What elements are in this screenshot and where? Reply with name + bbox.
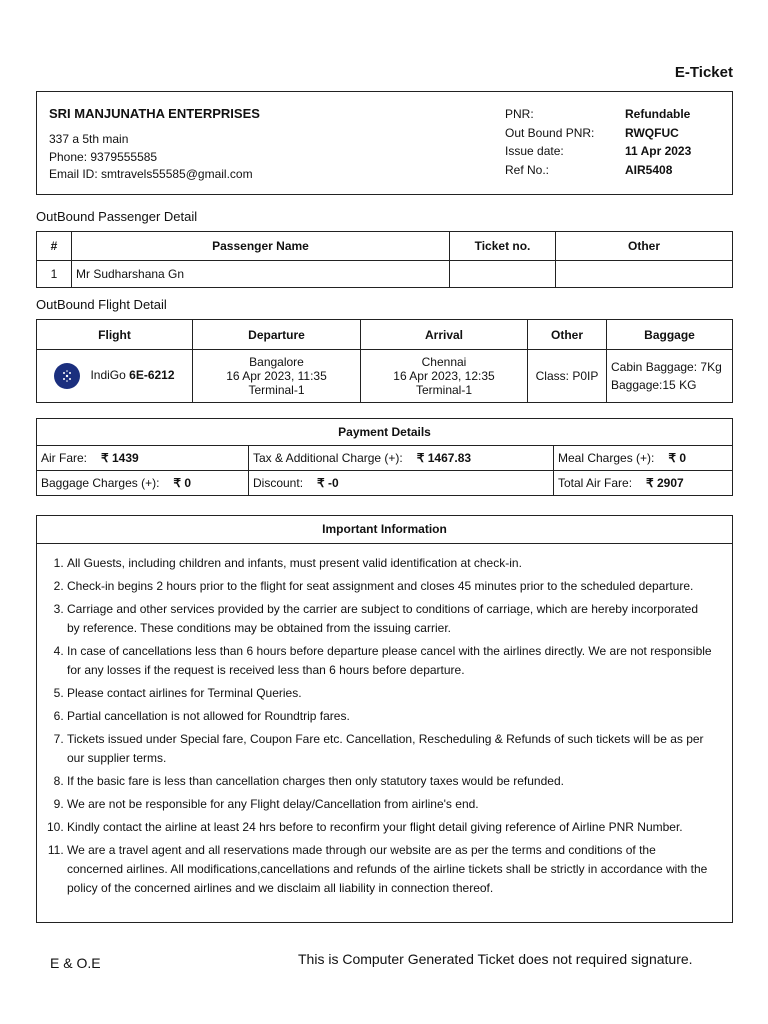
departure-datetime: 16 Apr 2023, 11:35 bbox=[226, 369, 327, 383]
list-item: 1. All Guests, including children and infants, must present valid identification at check-in. bbox=[67, 554, 712, 573]
page-title: E-Ticket bbox=[674, 64, 733, 81]
table-row bbox=[37, 261, 733, 288]
total-fare-label: Total Air Fare: bbox=[558, 476, 633, 490]
meal-cell bbox=[554, 446, 733, 471]
passenger-other bbox=[556, 261, 733, 288]
discount-value: ₹ -0 bbox=[317, 476, 339, 490]
ref-label: Ref No.: bbox=[505, 162, 550, 177]
payment-table bbox=[36, 418, 733, 496]
tax-cell bbox=[249, 446, 554, 471]
important-info-title: Important Information bbox=[37, 516, 732, 544]
col-arrival: Arrival bbox=[361, 320, 528, 350]
important-info-box bbox=[36, 515, 733, 923]
discount-cell bbox=[249, 471, 554, 496]
agency-header-box bbox=[36, 91, 733, 195]
baggage-cell bbox=[607, 350, 733, 403]
total-fare-cell bbox=[554, 471, 733, 496]
list-item: 2. Check-in begins 2 hours prior to the flight for seat assignment and closes 45 minutes prior to the scheduled departure. bbox=[67, 577, 712, 596]
col-ticket-no: Ticket no. bbox=[450, 232, 556, 261]
eoe-note: E & O.E bbox=[50, 955, 101, 971]
passenger-table-header bbox=[37, 232, 733, 261]
col-index: # bbox=[37, 232, 72, 261]
air-fare-value: ₹ 1439 bbox=[101, 451, 139, 465]
tax-value: ₹ 1467.83 bbox=[416, 451, 472, 465]
list-item: 10. Kindly contact the airline at least 24 hrs before to reconfirm your flight detail giving reference of Airline PNR Number. bbox=[67, 818, 712, 837]
outbound-pnr-value: RWQFUC bbox=[625, 125, 679, 140]
passenger-index: 1 bbox=[37, 261, 72, 288]
flight-cell bbox=[37, 350, 193, 403]
baggage-charges-label: Baggage Charges (+): bbox=[41, 476, 160, 490]
passenger-section-title: OutBound Passenger Detail bbox=[36, 209, 198, 224]
pnr-label: PNR: bbox=[505, 107, 534, 121]
meal-value: ₹ 0 bbox=[668, 451, 687, 465]
issue-date-value: 11 Apr 2023 bbox=[625, 144, 692, 158]
flight-table bbox=[36, 319, 733, 403]
list-item: 5. Please contact airlines for Terminal Queries. bbox=[67, 684, 712, 703]
departure-terminal: Terminal-1 bbox=[248, 383, 305, 397]
air-fare-label: Air Fare: bbox=[41, 451, 88, 465]
computer-generated-note: This is Computer Generated Ticket does not required signature. bbox=[298, 951, 693, 967]
baggage-charges-cell bbox=[37, 471, 249, 496]
company-email: Email ID: smtravels55585@gmail.com bbox=[49, 167, 253, 181]
col-other: Other bbox=[528, 320, 607, 350]
col-other: Other bbox=[556, 232, 733, 261]
list-item: 6. Partial cancellation is not allowed for Roundtrip fares. bbox=[67, 707, 712, 726]
flight-number: 6E-6212 bbox=[129, 368, 175, 383]
col-flight: Flight bbox=[37, 320, 193, 350]
table-row bbox=[37, 446, 733, 471]
booking-labels bbox=[505, 105, 594, 179]
discount-label: Discount: bbox=[253, 476, 304, 490]
company-contact bbox=[49, 131, 253, 184]
flight-class: Class: P0IP bbox=[528, 350, 607, 403]
arrival-cell bbox=[361, 350, 528, 403]
baggage-charges-value: ₹ 0 bbox=[173, 476, 192, 490]
company-address: 337 a 5th main bbox=[49, 132, 129, 146]
list-item: 4. In case of cancellations less than 6 hours before departure please cancel with the airlines directly. We are not responsible for any losses if the request is received less than 6 hours before departure. bbox=[67, 642, 712, 680]
flight-section-title: OutBound Flight Detail bbox=[36, 297, 167, 312]
flight-table-header bbox=[37, 320, 733, 350]
list-item: 11. We are a travel agent and all reservations made through our website are as per the terms and conditions of the concerned airlines. All modifications,cancellations and refunds of the airline tickets shall be strictly in accordance with the policy of the concerned airlines and we disclaim all liability in connection thereof. bbox=[67, 841, 712, 898]
list-item: 7. Tickets issued under Special fare, Coupon Fare etc. Cancellation, Rescheduling & Refunds of such tickets will be as per our supplier terms. bbox=[67, 730, 712, 768]
booking-values bbox=[625, 105, 691, 179]
company-name: SRI MANJUNATHA ENTERPRISES bbox=[49, 106, 260, 121]
arrival-terminal: Terminal-1 bbox=[415, 383, 472, 397]
table-row bbox=[37, 471, 733, 496]
col-departure: Departure bbox=[193, 320, 361, 350]
arrival-city: Chennai bbox=[421, 355, 467, 369]
list-item: 3. Carriage and other services provided by the carrier are subject to conditions of carriage, which are hereby incorporated by reference. These conditions may be obtained from the issuing carrier. bbox=[67, 600, 712, 638]
cabin-baggage: Cabin Baggage: 7Kg bbox=[611, 360, 722, 374]
meal-label: Meal Charges (+): bbox=[558, 451, 655, 465]
list-item: 9. We are not be responsible for any Flight delay/Cancellation from airline's end. bbox=[67, 795, 712, 814]
tax-label: Tax & Additional Charge (+): bbox=[253, 451, 403, 465]
air-fare-cell bbox=[37, 446, 249, 471]
arrival-datetime: 16 Apr 2023, 12:35 bbox=[393, 369, 495, 383]
payment-title: Payment Details bbox=[37, 419, 733, 446]
table-row bbox=[37, 350, 733, 403]
ref-value: AIR5408 bbox=[625, 162, 673, 177]
col-baggage: Baggage bbox=[607, 320, 733, 350]
passenger-name: Mr Sudharshana Gn bbox=[72, 261, 450, 288]
important-info-list bbox=[37, 554, 732, 902]
departure-cell bbox=[193, 350, 361, 403]
checkin-baggage: Baggage:15 KG bbox=[611, 378, 697, 392]
pnr-value: Refundable bbox=[625, 107, 691, 121]
col-passenger-name: Passenger Name bbox=[72, 232, 450, 261]
passenger-table bbox=[36, 231, 733, 288]
airline-name: IndiGo bbox=[90, 368, 126, 383]
issue-date-label: Issue date: bbox=[505, 144, 564, 158]
departure-city: Bangalore bbox=[249, 355, 304, 369]
indigo-logo-icon bbox=[54, 363, 80, 389]
total-fare-value: ₹ 2907 bbox=[646, 476, 684, 490]
outbound-pnr-label: Out Bound PNR: bbox=[505, 125, 595, 140]
passenger-ticket-no bbox=[450, 261, 556, 288]
list-item: 8. If the basic fare is less than cancellation charges then only statutory taxes would be refunded. bbox=[67, 772, 712, 791]
company-phone: Phone: 9379555585 bbox=[49, 149, 158, 164]
